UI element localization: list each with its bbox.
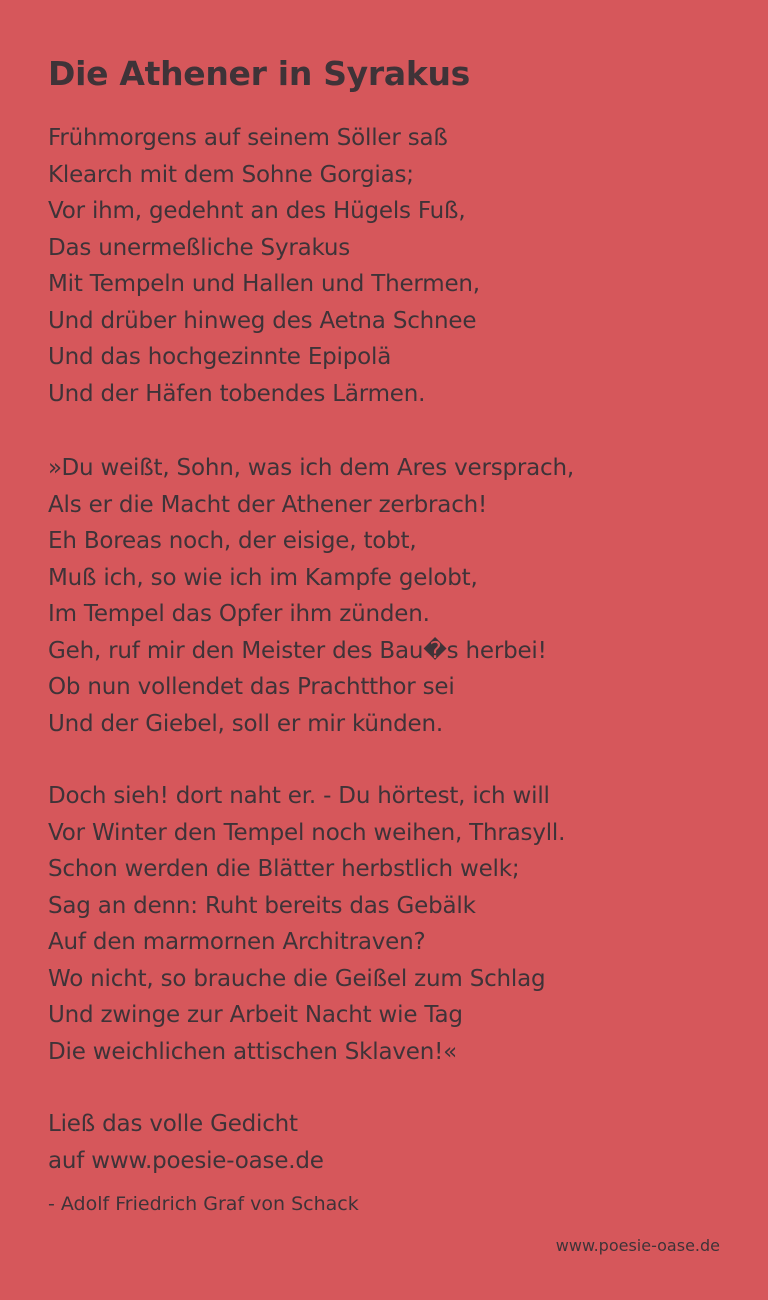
- read-more-note: [48, 1106, 324, 1179]
- poem-title: Die Athener in Syrakus: [48, 54, 470, 93]
- stanza-2: [48, 450, 574, 742]
- poem-line: Sag an denn: Ruht bereits das Gebälk: [48, 892, 476, 919]
- author-credit: - Adolf Friedrich Graf von Schack: [48, 1193, 359, 1215]
- poem-line: Und das hochgezinnte Epipolä: [48, 344, 392, 370]
- poem-line: Wo nicht, so brauche die Geißel zum Schlag: [48, 965, 546, 992]
- poem-line: Auf den marmornen Architraven?: [48, 929, 426, 955]
- poem-line: Im Tempel das Opfer ihm zünden.: [48, 601, 430, 627]
- stanza-3: [48, 778, 565, 1070]
- poem-line: Klearch mit dem Sohne Gorgias;: [48, 161, 414, 188]
- read-more-line: auf www.poesie-oase.de: [48, 1147, 324, 1174]
- poem-line: »Du weißt, Sohn, was ich dem Ares versprach,: [48, 455, 574, 481]
- poem-line: Und drüber hinweg des Aetna Schnee: [48, 307, 477, 334]
- poem-line: Mit Tempeln und Hallen und Thermen,: [48, 271, 480, 297]
- poem-line: Vor Winter den Tempel noch weihen, Thrasyll.: [48, 819, 566, 846]
- poem-line: Geh, ruf mir den Meister des Bau�s herbei!: [48, 637, 547, 664]
- poem-line: Eh Boreas noch, der eisige, tobt,: [48, 528, 417, 554]
- poem-line: Schon werden die Blätter herbstlich welk;: [48, 856, 520, 882]
- poem-line: Das unermeßliche Syrakus: [48, 234, 351, 261]
- poem-line: Ob nun vollendet das Prachtthor sei: [48, 674, 455, 700]
- poem-line: Doch sieh! dort naht er. - Du hörtest, ich will: [48, 783, 550, 809]
- poem-line: Die weichlichen attischen Sklaven!«: [48, 1038, 457, 1065]
- poem-line: Und der Giebel, soll er mir künden.: [48, 710, 443, 737]
- read-more-line: Ließ das volle Gedicht: [48, 1111, 298, 1137]
- stanza-1: [48, 120, 480, 412]
- poem-line: Als er die Macht der Athener zerbrach!: [48, 491, 488, 518]
- poem-line: Muß ich, so wie ich im Kampfe gelobt,: [48, 564, 478, 591]
- footer-url: www.poesie-oase.de: [555, 1236, 720, 1255]
- poem-line: Vor ihm, gedehnt an des Hügels Fuß,: [48, 198, 466, 224]
- poem-line: Frühmorgens auf seinem Söller saß: [48, 125, 448, 151]
- poem-line: Und der Häfen tobendes Lärmen.: [48, 380, 426, 407]
- poem-line: Und zwinge zur Arbeit Nacht wie Tag: [48, 1002, 463, 1028]
